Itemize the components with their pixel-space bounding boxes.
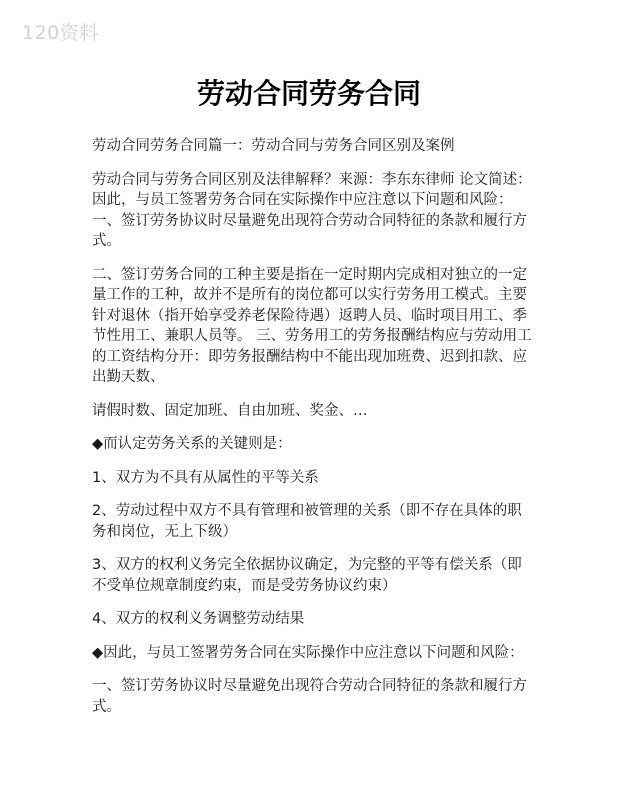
list-item-3: 3、双方的权利义务完全依据协议确定，为完整的平等有偿关系（即不受单位规章制度约束，而是受劳务协议约束） bbox=[92, 557, 522, 594]
list-item-4: 4、双方的权利义务调整劳动结果 bbox=[92, 611, 305, 627]
paragraph-point-one: 一、签订劳务协议时尽量避免出现符合劳动合同特征的条款和履行方式。 bbox=[92, 678, 527, 715]
paragraph-continuation: 请假时数、固定加班、自由加班、奖金、… bbox=[92, 402, 368, 419]
paragraph-intro: 劳动合同与劳务合同区别及法律解释？来源：李东东律师 论文简述：因此，与员工签署劳务合同在实际操作中应注意以下问题和风险：一、签订劳务协议时尽量避免出现符合劳动合同特征的条款和履行方式。 bbox=[92, 171, 532, 249]
document-title: 劳动合同劳务合同 bbox=[196, 77, 421, 110]
list-item-1: 1、双方为不具有从属性的平等关系 bbox=[92, 469, 319, 486]
paragraph-key-criteria: ◆而认定劳务关系的关键则是： bbox=[92, 436, 292, 452]
paragraph-therefore: ◆因此，与员工签署劳务合同在实际操作中应注意以下问题和风险： bbox=[92, 644, 524, 661]
paragraph-point-two: 二、签订劳务合同的工种主要是指在一定时期内完成相对独立的一定量工作的工种，故并不是所有的岗位都可以实行劳务用工模式。主要针对退休（指开始享受养老保险待遇）返聘人员、临时项目用工、季节性用工、兼职人员等。 三、劳务用工的劳务报酬结构应与劳动用工的工资结构分开：即劳务报酬结构中不能出现加班费、迟到扣款、应出勤天数、 bbox=[92, 266, 532, 385]
watermark: 120资料 bbox=[22, 22, 99, 44]
list-item-2: 2、劳动过程中双方不具有管理和被管理的关系（即不存在具体的职务和岗位，无上下级） bbox=[92, 503, 522, 540]
paragraph-heading: 劳动合同劳务合同篇一：劳动合同与劳务合同区别及案例 bbox=[92, 138, 455, 154]
document-body bbox=[92, 136, 532, 730]
